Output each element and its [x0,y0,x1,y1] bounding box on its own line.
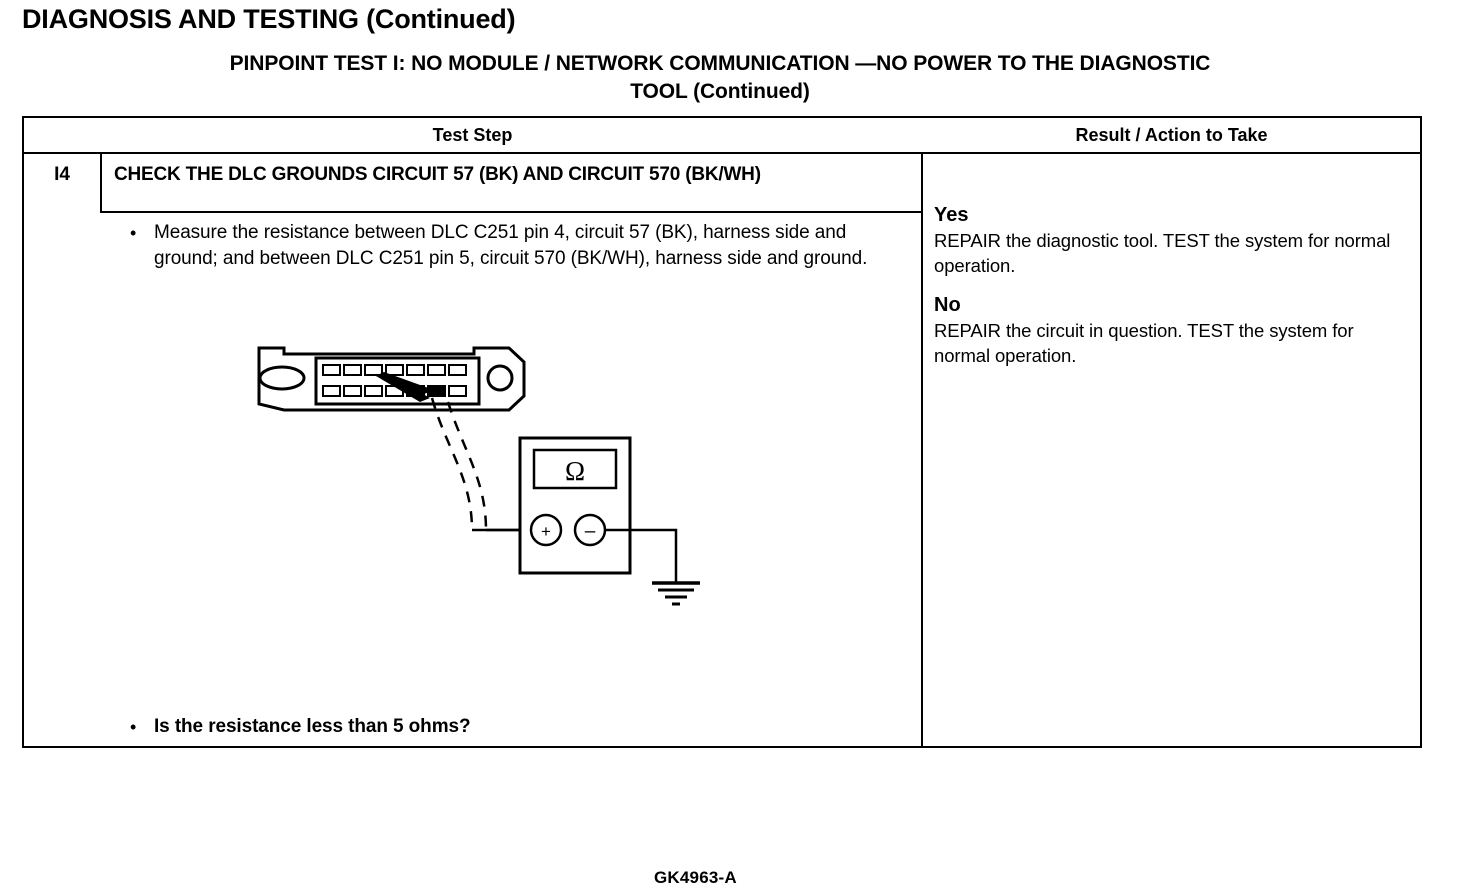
instruction-text: Measure the resistance between DLC C251 pin 4, circuit 57 (BK), harness side and ground; and between DLC C251 pin 5, circuit 570 (BK/WH), harness side and ground. [154,222,868,269]
list-item [124,714,914,740]
bullet-icon: • [130,223,137,243]
plus-terminal-label: + [541,522,551,541]
step-question [124,714,914,740]
result-yes-label: Yes [934,204,969,226]
page-title: DIAGNOSIS AND TESTING (Continued) [22,4,516,34]
column-divider [921,154,923,748]
step-instruction [124,220,914,272]
ohm-symbol: Ω [564,456,586,486]
step-title: CHECK THE DLC GROUNDS CIRCUIT 57 (BK) AND CIRCUIT 570 (BK/WH) [114,164,761,185]
step-number-divider [100,154,102,212]
result-no-text: REPAIR the circuit in question. TEST the system for normal operation. [934,320,1354,366]
column-header-test-step: Test Step [432,124,513,145]
result-action-cell [934,204,1414,384]
table-header-row [24,118,1420,154]
step-number: I4 [54,164,70,185]
figure-caption: GK4963-A [654,868,737,887]
column-header-result-action: Result / Action to Take [1075,124,1268,145]
bullet-icon: • [130,717,137,737]
pinpoint-test-heading [0,50,1440,106]
question-text: Is the resistance less than 5 ohms? [154,716,471,737]
result-no-label: No [934,294,961,316]
pinpoint-test-heading-line2: TOOL (Continued) [630,80,810,103]
pinpoint-test-heading-line1: PINPOINT TEST I: NO MODULE / NETWORK COMMUNICATION —NO POWER TO THE DIAGNOSTIC [229,52,1211,75]
list-item [124,220,914,272]
diagnostic-table [22,116,1422,887]
step-title-underline [100,211,921,213]
result-yes-text: REPAIR the diagnostic tool. TEST the system for normal operation. [934,230,1391,276]
minus-terminal-label: – [584,521,596,542]
dlc-ohmmeter-diagram [224,328,844,708]
